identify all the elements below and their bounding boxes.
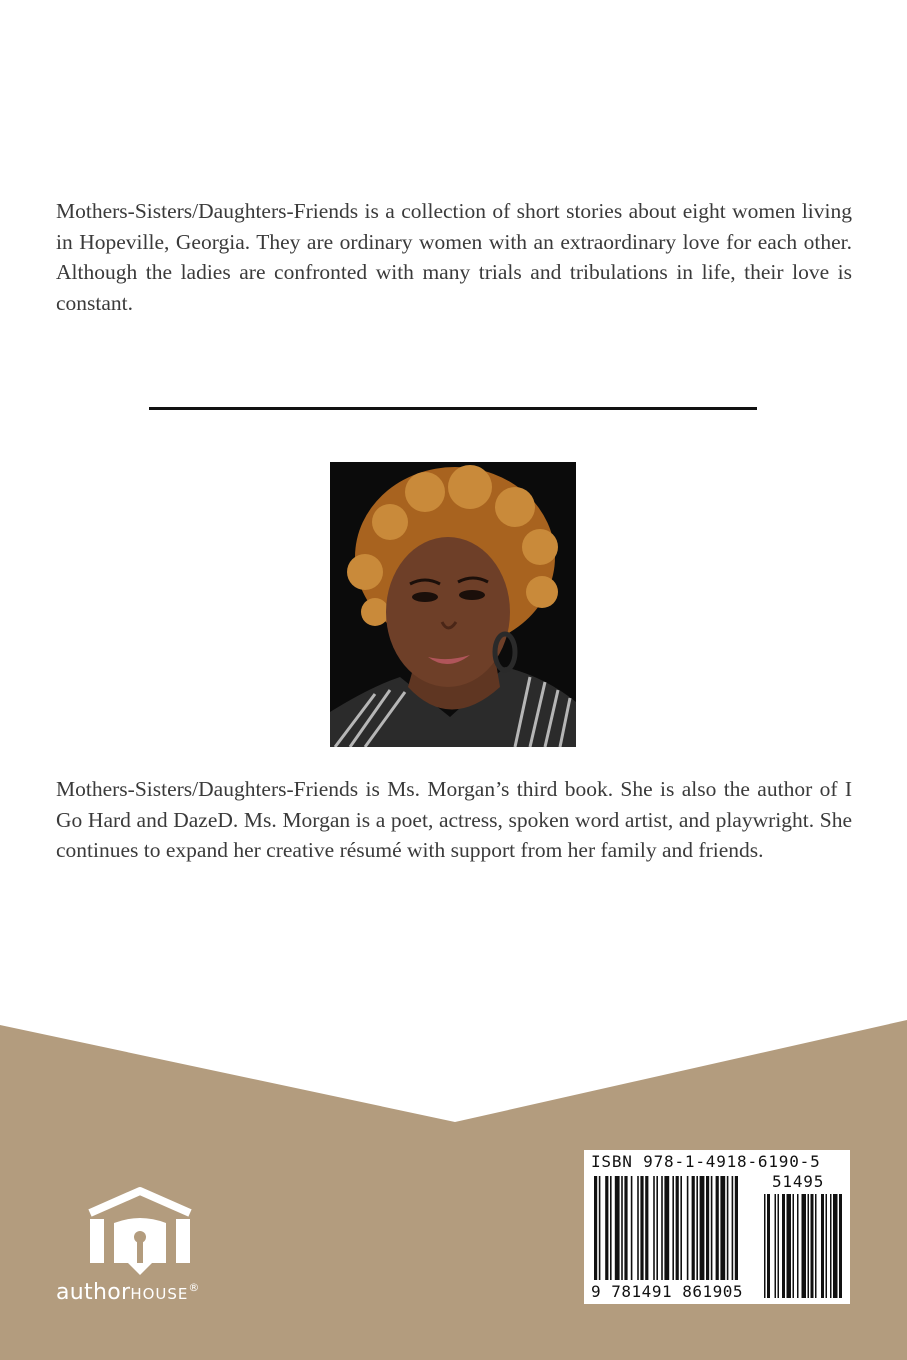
isbn-barcode	[584, 1150, 850, 1304]
addon-bar	[808, 1194, 810, 1298]
barcode-bar	[716, 1176, 719, 1280]
divider-rule	[149, 407, 757, 410]
back-cover-blurb: Mothers-Sisters/Daughters-Friends is a collection of short stories about eight women living in Hopeville, Georgia. They are ordinary women with an extraordinary love for each other. Although the ladies are confronted with many trials and tribulations in life, their love is constant.	[56, 199, 852, 315]
addon-bar	[839, 1194, 842, 1298]
barcode-bar	[653, 1176, 655, 1280]
addon-bar	[782, 1194, 785, 1298]
addon-bar	[802, 1194, 807, 1298]
barcode-bar	[594, 1176, 597, 1280]
addon-bar	[830, 1194, 832, 1298]
author-bio: Mothers-Sisters/Daughters-Friends is Ms. Morgan’s third book. She is also the author of I Go Hard and DazeD. Ms. Morgan is a poet, actress, spoken word artist, and playwright. She continues to expand her creative résumé with support from her family and friends.	[56, 777, 852, 862]
barcode-bar	[696, 1176, 698, 1280]
barcode-bar	[711, 1176, 713, 1280]
addon-bar	[797, 1194, 799, 1298]
barcode-bar	[706, 1176, 709, 1280]
barcode-bar	[732, 1176, 734, 1280]
barcode-bar	[599, 1176, 601, 1280]
addon-bar	[787, 1194, 792, 1298]
addon-bar	[778, 1194, 780, 1298]
barcode-bar	[720, 1176, 725, 1280]
barcode-bar	[672, 1176, 674, 1280]
addon-bar	[826, 1194, 828, 1298]
addon-bar	[821, 1194, 824, 1298]
barcode-bar	[661, 1176, 663, 1280]
barcode-bar	[700, 1176, 705, 1280]
ean-digits: 9 781491 861905	[591, 1282, 744, 1301]
barcode-bar	[656, 1176, 658, 1280]
barcode-bar	[680, 1176, 682, 1280]
addon-bar	[764, 1194, 766, 1298]
barcode-bar	[664, 1176, 669, 1280]
barcode-bar	[687, 1176, 689, 1280]
addon-bar	[793, 1194, 795, 1298]
barcode-bar	[692, 1176, 695, 1280]
barcode-bar	[621, 1176, 623, 1280]
addon-bar	[833, 1194, 838, 1298]
barcode-bar	[645, 1176, 648, 1280]
barcode-bar	[615, 1176, 620, 1280]
addon-bar	[767, 1194, 770, 1298]
barcode-bar	[640, 1176, 643, 1280]
addon-bar	[775, 1194, 777, 1298]
barcode-bar	[605, 1176, 608, 1280]
barcode-bar	[624, 1176, 627, 1280]
isbn-addon: 51495	[772, 1172, 825, 1191]
barcode-bar	[637, 1176, 639, 1280]
barcode-bar	[735, 1176, 738, 1280]
barcode-bar	[610, 1176, 612, 1280]
addon-bar	[811, 1194, 814, 1298]
author-photo	[330, 462, 576, 747]
barcode-bar	[631, 1176, 633, 1280]
addon-bar	[815, 1194, 817, 1298]
house-book-icon	[58, 1185, 238, 1280]
barcode-bar	[727, 1176, 729, 1280]
isbn-label: ISBN 978-1-4918-6190-5	[591, 1152, 821, 1171]
barcode-bar	[676, 1176, 679, 1280]
publisher-name: authorHOUSE®	[56, 1280, 200, 1305]
